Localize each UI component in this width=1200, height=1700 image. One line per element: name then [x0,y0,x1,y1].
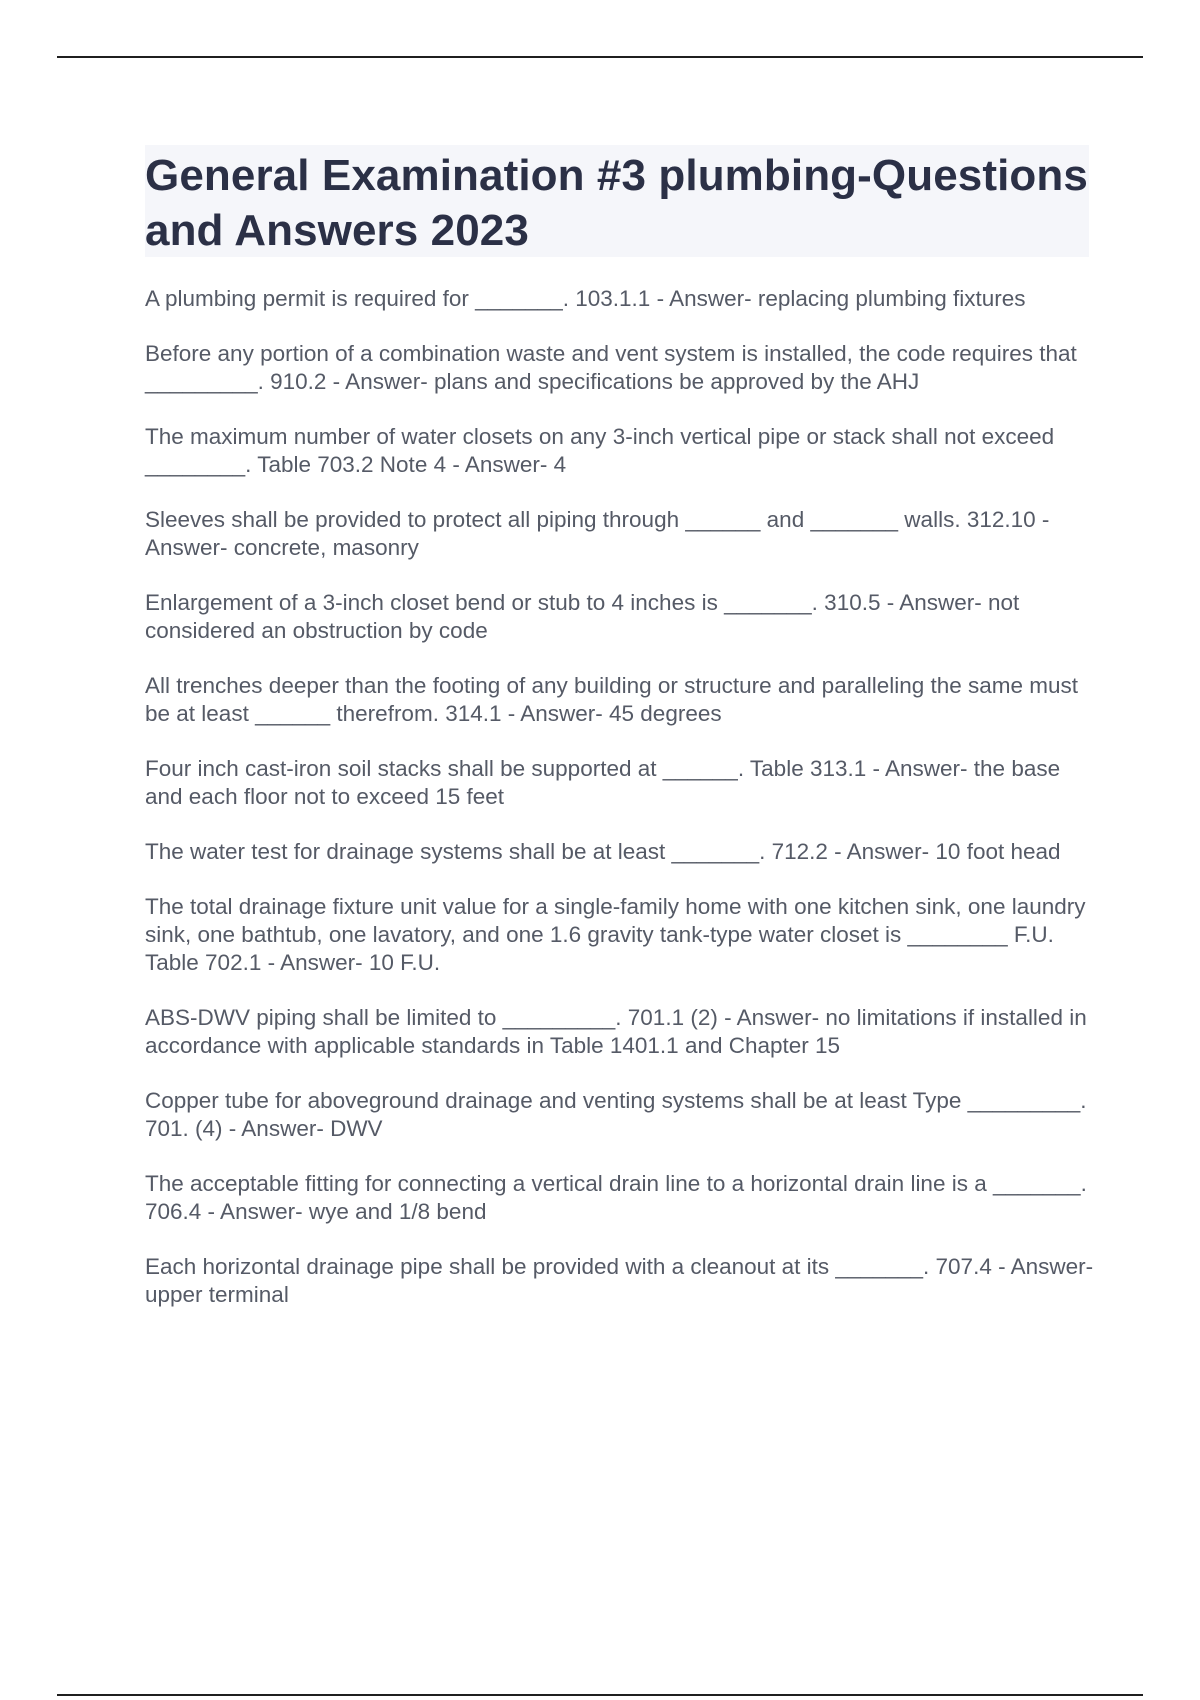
qa-item-8: The water test for drainage systems shall be at least _______. 712.2 - Answer- 10 foot head [145,839,1061,864]
qa-item-6: All trenches deeper than the footing of any building or structure and paralleling the same must be at least ______ therefrom. 314.1 - Answer- 45 degrees [145,673,1079,726]
bottom-rule [57,1694,1143,1696]
qa-item-13: Each horizontal drainage pipe shall be provided with a cleanout at its _______. 707.4 - Answer- upper terminal [145,1254,1094,1307]
qa-item-9: The total drainage fixture unit value for a single-family home with one kitchen sink, one laundry sink, one bathtub, one lavatory, and one 1.6 gravity tank-type water closet is ________ F.U. Table 702.1 - Answer- 10 F.U. [145,894,1086,975]
page-title: General Examination #3 plumbing-Questions and Answers 2023 [145,151,1088,255]
qa-list [145,285,1095,1309]
qa-item-4: Sleeves shall be provided to protect all piping through ______ and _______ walls. 312.10 - Answer- concrete, masonry [145,507,1050,560]
qa-item-1: A plumbing permit is required for _______. 103.1.1 - Answer- replacing plumbing fixtures [145,286,1026,311]
qa-item-12: The acceptable fitting for connecting a vertical drain line to a horizontal drain line is a _______. 706.4 - Answer- wye and 1/8 bend [145,1171,1087,1224]
top-rule [57,56,1143,58]
qa-item-2: Before any portion of a combination waste and vent system is installed, the code requires that _________. 910.2 - Answer- plans and specifications be approved by the AHJ [145,341,1077,394]
qa-item-3: The maximum number of water closets on any 3-inch vertical pipe or stack shall not exceed ________. Table 703.2 Note 4 - Answer- 4 [145,424,1055,477]
title-block [145,145,1089,257]
qa-item-11: Copper tube for aboveground drainage and venting systems shall be at least Type _________. 701. (4) - Answer- DWV [145,1088,1087,1141]
qa-item-10: ABS-DWV piping shall be limited to _________. 701.1 (2) - Answer- no limitations if installed in accordance with applicable standards in Table 1401.1 and Chapter 15 [145,1005,1087,1058]
qa-item-7: Four inch cast-iron soil stacks shall be supported at ______. Table 313.1 - Answer- the base and each floor not to exceed 15 feet [145,756,1061,809]
qa-item-5: Enlargement of a 3-inch closet bend or stub to 4 inches is _______. 310.5 - Answer- not considered an obstruction by code [145,590,1020,643]
